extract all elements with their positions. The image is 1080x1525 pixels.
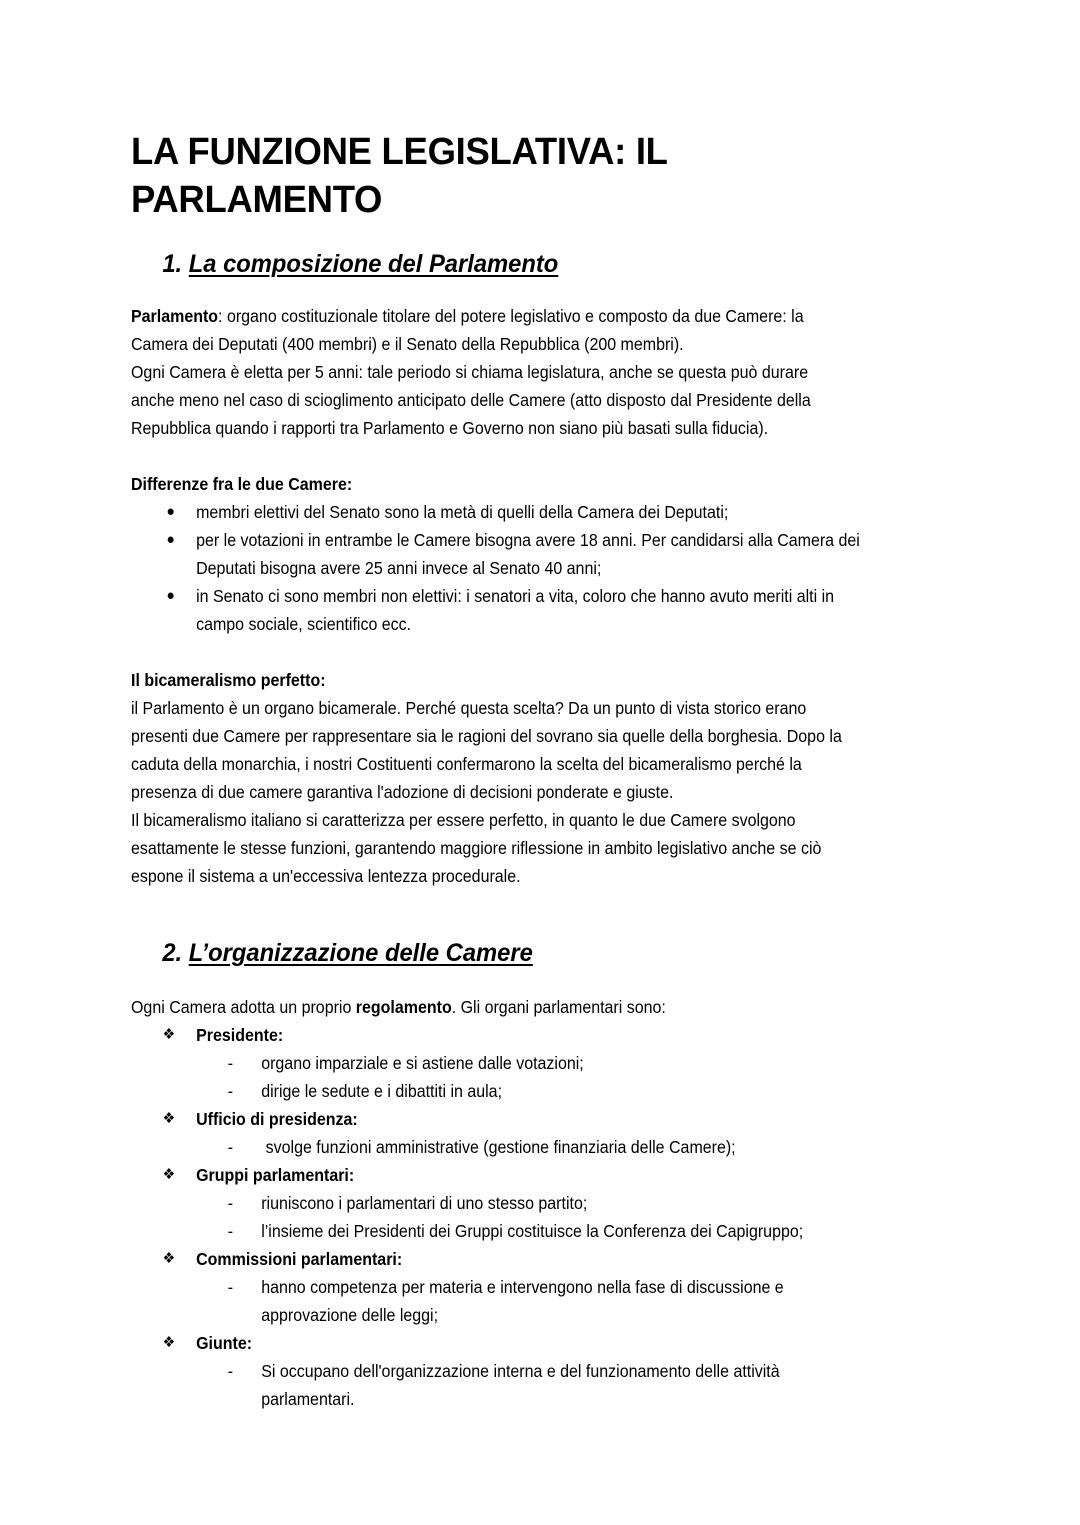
dash-bullet-icon: - [227, 1053, 234, 1073]
organo-gruppi-parlamentari: ❖ Gruppi parlamentari: [131, 1161, 959, 1189]
organo-commissioni: ❖ Commissioni parlamentari: [131, 1245, 959, 1273]
differenze-heading: Differenze fra le due Camere: [131, 474, 353, 494]
list-item: ● in Senato ci sono membri non elettivi: i senatori a vita, coloro che hanno avuto meriti alti in campo sociale, scientifico ecc. [131, 582, 959, 638]
section-1-heading [131, 246, 920, 282]
dash-bullet-icon: - [227, 1361, 234, 1381]
list-item: - dirige le sedute e i dibattiti in aula; [131, 1077, 959, 1105]
list-item: ● per le votazioni in entrambe le Camere bisogna avere 18 anni. Per candidarsi alla Camera dei Deputati bisogna avere 25 anni invece al Senato 40 anni; [131, 526, 959, 582]
organo-presidente: ❖ Presidente: [131, 1021, 959, 1049]
paragraph-line: Il bicameralismo italiano si caratterizza per essere perfetto, in quanto le due Camere svolgono [131, 810, 796, 830]
section-2-number: 2. [162, 939, 183, 967]
paragraph-line: presenti due Camere per rappresentare sia le ragioni del sovrano sia quelle della borghesia. Dopo la [131, 726, 842, 746]
list-item: - hanno competenza per materia e intervengono nella fase di discussione e approvazione delle leggi; [131, 1273, 959, 1329]
dash-bullet-icon: - [227, 1221, 234, 1241]
parlamento-definition: Parlamento: organo costituzionale titolare del potere legislativo e composto da due Camere: la [131, 306, 804, 326]
section-2-title: L’organizzazione delle Camere [188, 939, 533, 967]
differenze-list [131, 498, 959, 638]
dash-bullet-icon: - [227, 1193, 234, 1213]
organo-giunte: ❖ Giunte: [131, 1329, 959, 1357]
section-2-heading [131, 935, 920, 971]
organi-intro: Ogni Camera adotta un proprio regolamento. Gli organi parlamentari sono: [131, 997, 666, 1017]
diamond-bullet-icon: ❖ [162, 1250, 176, 1267]
paragraph-line: il Parlamento è un organo bicamerale. Perché questa scelta? Da un punto di vista storico erano [131, 698, 807, 718]
paragraph-line: Ogni Camera è eletta per 5 anni: tale periodo si chiama legislatura, anche se questa può durare [131, 362, 809, 382]
paragraph-line: Camera dei Deputati (400 membri) e il Senato della Repubblica (200 membri). [131, 334, 684, 354]
diamond-bullet-icon: ❖ [162, 1334, 176, 1351]
paragraph-line: esattamente le stesse funzioni, garantendo maggiore riflessione in ambito legislativo anche se ciò [131, 838, 822, 858]
organo-ufficio-presidenza: ❖ Ufficio di presidenza: [131, 1105, 959, 1133]
dash-bullet-icon: - [227, 1137, 234, 1157]
diamond-bullet-icon: ❖ [162, 1166, 176, 1183]
paragraph-line: Repubblica quando i rapporti tra Parlamento e Governo non siano più basati sulla fiducia). [131, 418, 769, 438]
page-title: LA FUNZIONE LEGISLATIVA: IL PARLAMENTO [131, 131, 668, 221]
section-1-number: 1. [162, 250, 183, 278]
diamond-bullet-icon: ❖ [162, 1026, 176, 1043]
bicameralismo-heading: Il bicameralismo perfetto: [131, 670, 326, 690]
paragraph-line: caduta della monarchia, i nostri Costituenti confermarono la scelta del bicameralismo perché la [131, 754, 802, 774]
paragraph-line: espone il sistema a un'eccessiva lentezza procedurale. [131, 866, 521, 886]
bullet-icon: ● [166, 503, 175, 520]
paragraph-line: presenza di due camere garantiva l'adozione di decisioni ponderate e giuste. [131, 782, 674, 802]
list-item: - riuniscono i parlamentari di uno stesso partito; [131, 1189, 959, 1217]
document-page [131, 128, 961, 1413]
paragraph-line: anche meno nel caso di scioglimento anticipato delle Camere (atto disposto dal Presidente della [131, 390, 811, 410]
list-item: - svolge funzioni amministrative (gestione finanziaria delle Camere); [131, 1133, 959, 1161]
dash-bullet-icon: - [227, 1081, 234, 1101]
section-1-title: La composizione del Parlamento [188, 250, 559, 278]
section-1-body [131, 302, 959, 890]
diamond-bullet-icon: ❖ [162, 1110, 176, 1127]
list-item: ● membri elettivi del Senato sono la metà di quelli della Camera dei Deputati; [131, 498, 959, 526]
dash-bullet-icon: - [227, 1277, 234, 1297]
list-item: - Si occupano dell'organizzazione interna e del funzionamento delle attività parlamentari. [131, 1357, 959, 1413]
bullet-icon: ● [166, 531, 175, 548]
list-item: - organo imparziale e si astiene dalle votazioni; [131, 1049, 959, 1077]
list-item: - l’insieme dei Presidenti dei Gruppi costituisce la Conferenza dei Capigruppo; [131, 1217, 959, 1245]
parlamento-term: Parlamento [131, 306, 219, 326]
bullet-icon: ● [166, 587, 175, 604]
section-2-body [131, 993, 959, 1413]
